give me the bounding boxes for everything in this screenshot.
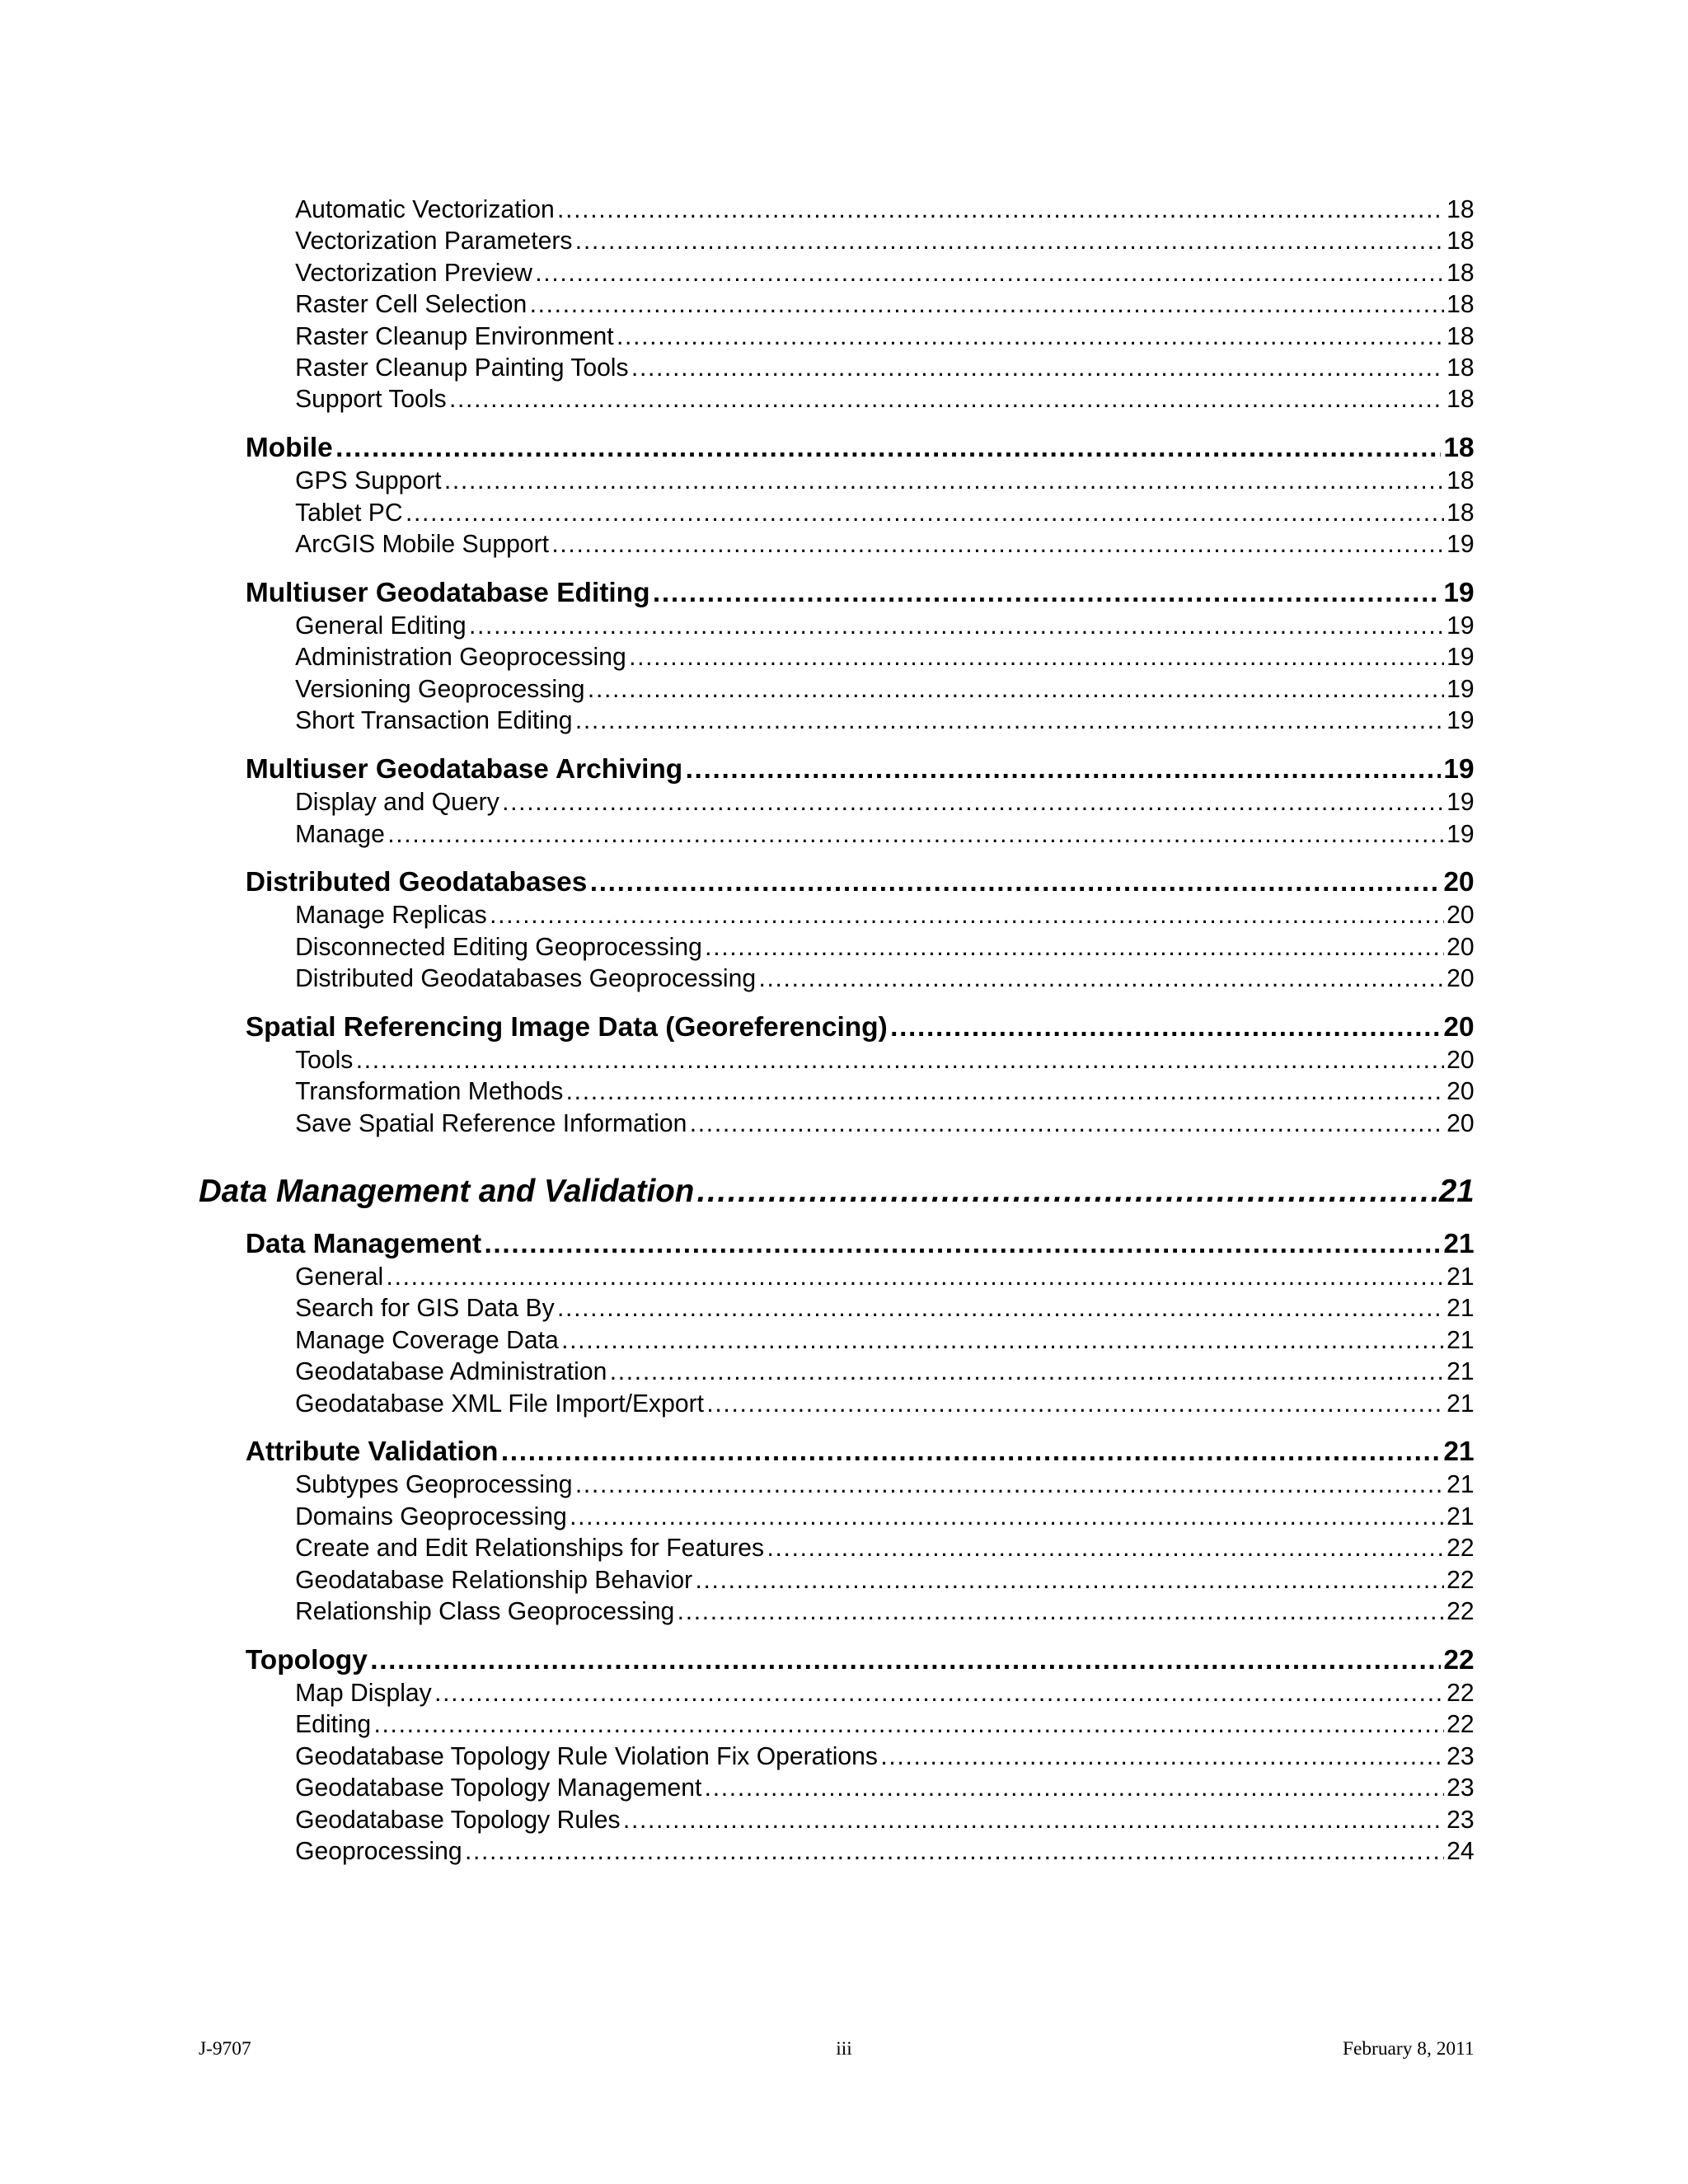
toc-entry <box>295 1503 1475 1531</box>
toc-entry <box>295 821 1475 849</box>
toc-entry-page: 19 <box>1447 707 1475 735</box>
toc-entry-page: 19 <box>1447 531 1475 559</box>
toc-entry <box>295 1598 1475 1626</box>
dot-leader <box>530 291 1444 319</box>
toc-entry <box>295 1743 1475 1771</box>
toc-entry-page: 20 <box>1447 965 1475 993</box>
toc-entry-title: Manage <box>295 820 385 848</box>
toc-section <box>246 1436 1475 1468</box>
toc-entry-title: Search for GIS Data By <box>295 1295 555 1323</box>
toc-entry-page: 21 <box>1447 1263 1475 1291</box>
page-number: iii <box>836 2037 852 2060</box>
dot-leader <box>557 1295 1444 1323</box>
dot-leader <box>406 499 1444 527</box>
dot-leader <box>370 1645 1441 1676</box>
toc-entry-page: 19 <box>1447 820 1475 848</box>
toc-entry-title: Geodatabase Topology Rules <box>295 1806 621 1834</box>
toc-entry-page: 22 <box>1447 1598 1475 1626</box>
toc-entry-title: Support Tools <box>295 386 447 414</box>
toc-entry-page: 24 <box>1447 1838 1475 1866</box>
dot-leader <box>695 1567 1443 1595</box>
toc-entry-title: Disconnected Editing Geoprocessing <box>295 933 702 961</box>
toc-entry-page: 18 <box>1447 259 1475 287</box>
dot-leader <box>758 965 1443 993</box>
dot-leader <box>697 1174 1437 1210</box>
toc-entry <box>295 707 1475 735</box>
toc-entry-title: Create and Edit Relationships for Features <box>295 1535 765 1563</box>
toc-entry-title: Raster Cleanup Environment <box>295 322 614 350</box>
toc-entry <box>295 789 1475 817</box>
toc-entry-title: Display and Query <box>295 789 499 817</box>
toc-entry-title: Vectorization Parameters <box>295 227 573 255</box>
toc-chapter <box>199 1174 1475 1210</box>
toc-section-page: 22 <box>1443 1645 1475 1676</box>
toc-entry <box>295 1390 1475 1418</box>
toc-entry <box>295 227 1475 255</box>
toc-entry-title: Distributed Geodatabases Geoprocessing <box>295 965 757 993</box>
toc-entry-page: 21 <box>1447 1502 1475 1530</box>
toc-section <box>246 1012 1475 1043</box>
dot-leader <box>575 707 1444 735</box>
dot-leader <box>623 1807 1444 1835</box>
toc-entry-page: 18 <box>1447 467 1475 495</box>
toc-entry <box>295 1295 1475 1323</box>
toc-entry-page: 20 <box>1447 1078 1475 1106</box>
toc-entry-title: Geodatabase XML File Import/Export <box>295 1390 704 1418</box>
toc-entry-title: Transformation Methods <box>295 1078 564 1106</box>
dot-leader <box>705 934 1444 962</box>
toc-entry-title: Save Spatial Reference Information <box>295 1109 687 1137</box>
toc-section-title: Data Management <box>245 1228 482 1259</box>
toc-entry-page: 21 <box>1447 1358 1475 1386</box>
toc-entry-page: 22 <box>1447 1711 1475 1739</box>
toc-entry-page: 22 <box>1447 1566 1475 1594</box>
toc-entry-title: GPS Support <box>295 467 442 495</box>
toc-entry-title: Geodatabase Topology Rule Violation Fix Operations <box>295 1742 878 1770</box>
dot-leader <box>465 1838 1444 1866</box>
dot-leader <box>590 867 1441 898</box>
dot-leader <box>705 1774 1444 1802</box>
toc-entry <box>295 1807 1475 1835</box>
toc-entry-title: Administration Geoprocessing <box>295 644 626 672</box>
toc-chapter-title: Data Management and Validation <box>198 1173 695 1209</box>
toc-entry <box>295 965 1475 993</box>
toc-entry-title: Short Transaction Editing <box>295 707 573 735</box>
toc-entry-page: 18 <box>1447 354 1475 382</box>
dot-leader <box>686 754 1441 785</box>
dot-leader <box>890 1012 1441 1043</box>
toc-entry-title: Geoprocessing <box>295 1838 462 1866</box>
toc-section-page: 19 <box>1443 754 1475 785</box>
toc-section-title: Attribute Validation <box>245 1436 499 1468</box>
toc-entry <box>295 1567 1475 1595</box>
toc-entry <box>295 531 1475 559</box>
dot-leader <box>570 1503 1444 1531</box>
toc-section-page: 21 <box>1443 1436 1475 1468</box>
toc-entry-page: 18 <box>1447 499 1475 527</box>
dot-leader <box>566 1078 1444 1106</box>
toc-entry-page: 19 <box>1447 612 1475 640</box>
toc-entry-page: 19 <box>1447 789 1475 817</box>
dot-leader <box>444 467 1444 495</box>
dot-leader <box>557 196 1444 224</box>
toc-section-page: 21 <box>1443 1228 1475 1259</box>
toc-entry-page: 23 <box>1447 1806 1475 1834</box>
toc-entry <box>295 934 1475 962</box>
toc-entry-page: 19 <box>1447 644 1475 672</box>
toc-entry-title: Relationship Class Geoprocessing <box>295 1598 675 1626</box>
toc-entry-title: ArcGIS Mobile Support <box>295 531 549 559</box>
toc-entry-page: 18 <box>1447 322 1475 350</box>
dot-leader <box>434 1680 1444 1708</box>
toc-section <box>246 754 1475 785</box>
toc-entry <box>295 1078 1475 1106</box>
dot-leader <box>502 789 1444 817</box>
toc-entry <box>295 676 1475 704</box>
document-date: February 8, 2011 <box>1342 2037 1475 2060</box>
dot-leader <box>629 644 1444 672</box>
toc-entry <box>295 902 1475 930</box>
toc-entry-title: Geodatabase Topology Management <box>295 1774 702 1802</box>
toc-entry <box>295 1263 1475 1291</box>
toc-entry-title: Versioning Geoprocessing <box>295 675 585 703</box>
toc-entry-page: 18 <box>1447 386 1475 414</box>
toc-section-title: Topology <box>245 1645 368 1676</box>
dot-leader <box>373 1711 1443 1739</box>
toc-entry <box>295 1327 1475 1355</box>
toc-section <box>246 1645 1475 1676</box>
toc-chapter-page: 21 <box>1438 1173 1475 1209</box>
dot-leader <box>387 821 1444 849</box>
toc-entry-title: Vectorization Preview <box>295 259 532 287</box>
toc-section-page: 20 <box>1443 867 1475 898</box>
toc-entry-title: Manage Replicas <box>295 902 487 930</box>
toc-entry <box>295 196 1475 224</box>
toc-entry-title: General <box>295 1263 384 1291</box>
toc-entry-title: Map Display <box>295 1679 432 1707</box>
dot-leader <box>501 1436 1441 1468</box>
toc-entry <box>295 1047 1475 1075</box>
toc-section-title: Multiuser Geodatabase Archiving <box>245 754 683 785</box>
toc-entry-page: 18 <box>1447 227 1475 255</box>
dot-leader <box>588 676 1444 704</box>
toc-entry-page: 19 <box>1447 675 1475 703</box>
toc-section <box>246 433 1475 464</box>
toc-entry <box>295 1680 1475 1708</box>
toc-entry <box>295 499 1475 527</box>
toc-section-page: 18 <box>1443 433 1475 464</box>
toc-section <box>246 867 1475 898</box>
dot-leader <box>490 902 1444 930</box>
dot-leader <box>484 1229 1441 1260</box>
dot-leader <box>610 1358 1444 1386</box>
toc-section-title: Multiuser Geodatabase Editing <box>245 578 650 609</box>
dot-leader <box>617 323 1444 351</box>
dot-leader <box>767 1535 1443 1563</box>
toc-entry-title: Raster Cell Selection <box>295 291 528 319</box>
toc-entry-title: Geodatabase Relationship Behavior <box>295 1566 693 1594</box>
dot-leader <box>575 227 1444 255</box>
dot-leader <box>335 433 1441 464</box>
toc-section-title: Distributed Geodatabases <box>245 867 588 898</box>
dot-leader <box>880 1743 1443 1771</box>
toc-entry <box>295 1774 1475 1802</box>
dot-leader <box>535 260 1444 288</box>
toc-entry-page: 18 <box>1447 291 1475 319</box>
toc-entry-title: Geodatabase Administration <box>295 1358 607 1386</box>
toc-entry <box>295 291 1475 319</box>
toc-entry <box>295 467 1475 495</box>
toc-section-title: Mobile <box>245 433 333 464</box>
toc-entry <box>295 1110 1475 1138</box>
toc-section <box>246 1229 1475 1260</box>
toc-section-page: 20 <box>1443 1012 1475 1043</box>
toc-entry-title: General Editing <box>295 612 467 640</box>
toc-entry-page: 18 <box>1447 195 1475 223</box>
toc-entry <box>295 612 1475 640</box>
toc-section-page: 19 <box>1443 578 1475 609</box>
toc-entry <box>295 1358 1475 1386</box>
toc-entry <box>295 260 1475 288</box>
toc-entry-title: Editing <box>295 1711 372 1739</box>
dot-leader <box>678 1598 1444 1626</box>
toc-entry <box>295 323 1475 351</box>
toc-entry-page: 21 <box>1447 1471 1475 1499</box>
dot-leader <box>356 1047 1444 1075</box>
dot-leader <box>690 1110 1444 1138</box>
toc-entry-title: Domains Geoprocessing <box>295 1502 567 1530</box>
toc-entry <box>295 644 1475 672</box>
document-id: J-9707 <box>198 2037 251 2060</box>
toc-entry-page: 22 <box>1447 1679 1475 1707</box>
toc-entry-page: 20 <box>1447 902 1475 930</box>
toc-entry-page: 21 <box>1447 1326 1475 1354</box>
toc-entry-page: 20 <box>1447 1109 1475 1137</box>
toc-entry-page: 23 <box>1447 1774 1475 1802</box>
toc-entry-title: Automatic Vectorization <box>295 195 555 223</box>
toc-entry <box>295 386 1475 414</box>
dot-leader <box>449 386 1444 414</box>
toc-entry <box>295 1711 1475 1739</box>
toc-entry <box>295 354 1475 382</box>
dot-leader <box>575 1471 1444 1499</box>
toc-section-title: Spatial Referencing Image Data (Georeferencing) <box>245 1012 888 1043</box>
dot-leader <box>653 578 1441 609</box>
toc-entry <box>295 1535 1475 1563</box>
toc-entry-title: Subtypes Geoprocessing <box>295 1471 573 1499</box>
dot-leader <box>561 1327 1444 1355</box>
toc-entry-page: 20 <box>1447 933 1475 961</box>
dot-leader <box>551 531 1443 559</box>
dot-leader <box>387 1263 1444 1291</box>
toc-entry-page: 21 <box>1447 1390 1475 1418</box>
dot-leader <box>631 354 1444 382</box>
toc-entry <box>295 1838 1475 1866</box>
dot-leader <box>469 612 1444 640</box>
toc-entry-title: Manage Coverage Data <box>295 1326 559 1354</box>
toc-entry-page: 23 <box>1447 1742 1475 1770</box>
toc-entry-title: Raster Cleanup Painting Tools <box>295 354 629 382</box>
toc-entry-title: Tools <box>295 1046 354 1074</box>
dot-leader <box>706 1390 1443 1418</box>
toc-section <box>246 578 1475 609</box>
toc-entry-page: 20 <box>1447 1046 1475 1074</box>
toc-entry-page: 21 <box>1447 1295 1475 1323</box>
toc-entry <box>295 1471 1475 1499</box>
toc-entry-title: Tablet PC <box>295 499 403 527</box>
toc-entry-page: 22 <box>1447 1535 1475 1563</box>
